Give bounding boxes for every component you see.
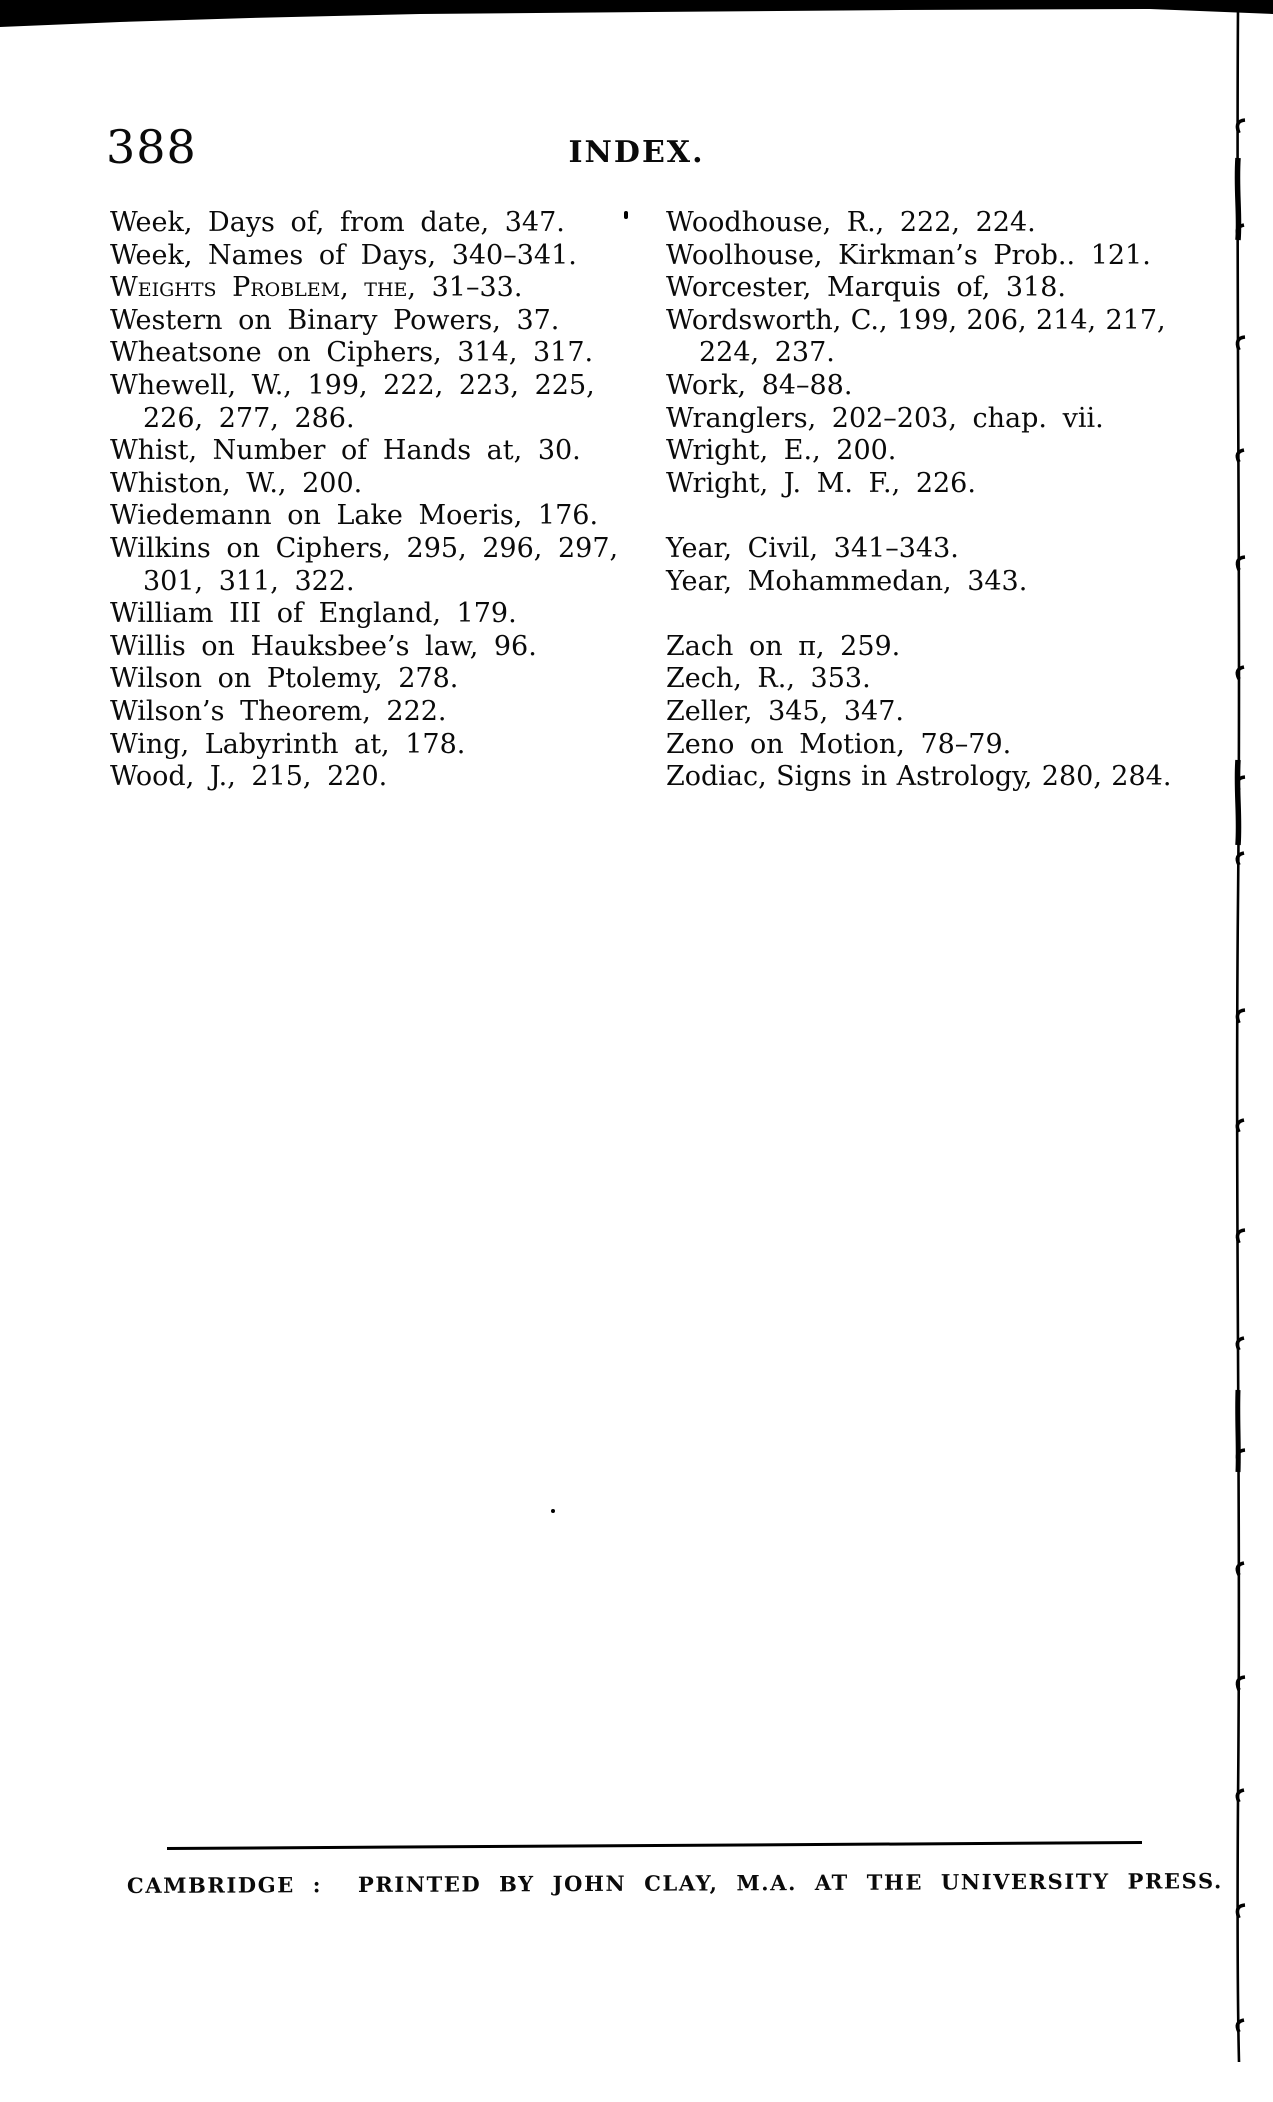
index-entry: Wright, E., 200.: [666, 435, 897, 467]
index-entry: Wright, J. M. F., 226.: [666, 467, 976, 499]
index-entry: Wilson’s Theorem, 222.: [110, 695, 447, 727]
index-entry: Wheatsone on Ciphers, 314, 317.: [110, 337, 594, 369]
index-entry: Wood, J., 215, 220.: [110, 761, 388, 793]
index-entry: Zach on π, 259.: [666, 630, 901, 662]
index-entry: [666, 598, 1206, 631]
binding-line-artifact: [1208, 0, 1273, 2102]
index-entry: 224, 237.: [699, 337, 835, 369]
index-entry: Woodhouse, R., 222, 224.: [666, 207, 1036, 238]
index-entry: Week, Days of, from date, 347.: [110, 207, 565, 238]
index-entry: Worcester, Marquis of, 318.: [666, 272, 1066, 304]
index-entry: Whist, Number of Hands at, 30.: [110, 435, 581, 467]
index-entry: William III of England, 179.: [110, 598, 517, 630]
index-entry: Western on Binary Powers, 37.: [110, 304, 560, 336]
index-entry: Zech, R., 353.: [666, 663, 871, 695]
index-entry: 301, 311, 322.: [143, 565, 355, 597]
index-entry: Zodiac, Signs in Astrology, 280, 284.: [666, 761, 1172, 793]
index-entry: Wilkins on Ciphers, 295, 296, 297,: [110, 532, 619, 564]
index-entry: Whiston, W., 200.: [110, 467, 363, 499]
footer-rule: [167, 1841, 1142, 1850]
page-title: INDEX.: [568, 135, 705, 170]
index-entry: Week, Names of Days, 340–341.: [110, 239, 577, 271]
index-entry: Year, Civil, 341–343.: [666, 532, 959, 564]
index-entry: Woolhouse, Kirkman’s Prob.. 121.: [666, 239, 1151, 271]
index-entry: [666, 500, 1206, 533]
index-entry: Year, Mohammedan, 343.: [666, 565, 1028, 597]
index-entry: Zeno on Motion, 78–79.: [666, 728, 1012, 760]
index-entry: Work, 84–88.: [666, 369, 853, 401]
index-entry: Wilson on Ptolemy, 278.: [110, 663, 459, 695]
scan-top-edge-artifact: [0, 0, 1273, 40]
index-entry: Willis on Hauksbee’s law, 96.: [110, 630, 537, 662]
index-right-column: [666, 207, 1206, 794]
footer-imprint: CAMBRIDGE : PRINTED BY JOHN CLAY, M.A. AT THE UNIVERSITY PRESS.: [126, 1868, 1223, 1898]
index-entry: 226, 277, 286.: [143, 402, 355, 434]
index-entry: Wordsworth, C., 199, 206, 214, 217,: [666, 304, 1166, 336]
index-entry: Zeller, 345, 347.: [666, 695, 904, 727]
stray-ink-mark: [551, 1509, 555, 1513]
index-entry: Whewell, W., 199, 222, 223, 225,: [110, 369, 595, 401]
page-number: 388: [106, 120, 197, 174]
index-entry: Wing, Labyrinth at, 178.: [110, 728, 466, 760]
index-left-column: [110, 207, 638, 794]
index-entry: Wiedemann on Lake Moeris, 176.: [110, 500, 599, 532]
index-entry: Weights Problem, the, 31–33.: [110, 272, 523, 304]
index-entry: Wranglers, 202–203, chap. vii.: [666, 402, 1104, 434]
